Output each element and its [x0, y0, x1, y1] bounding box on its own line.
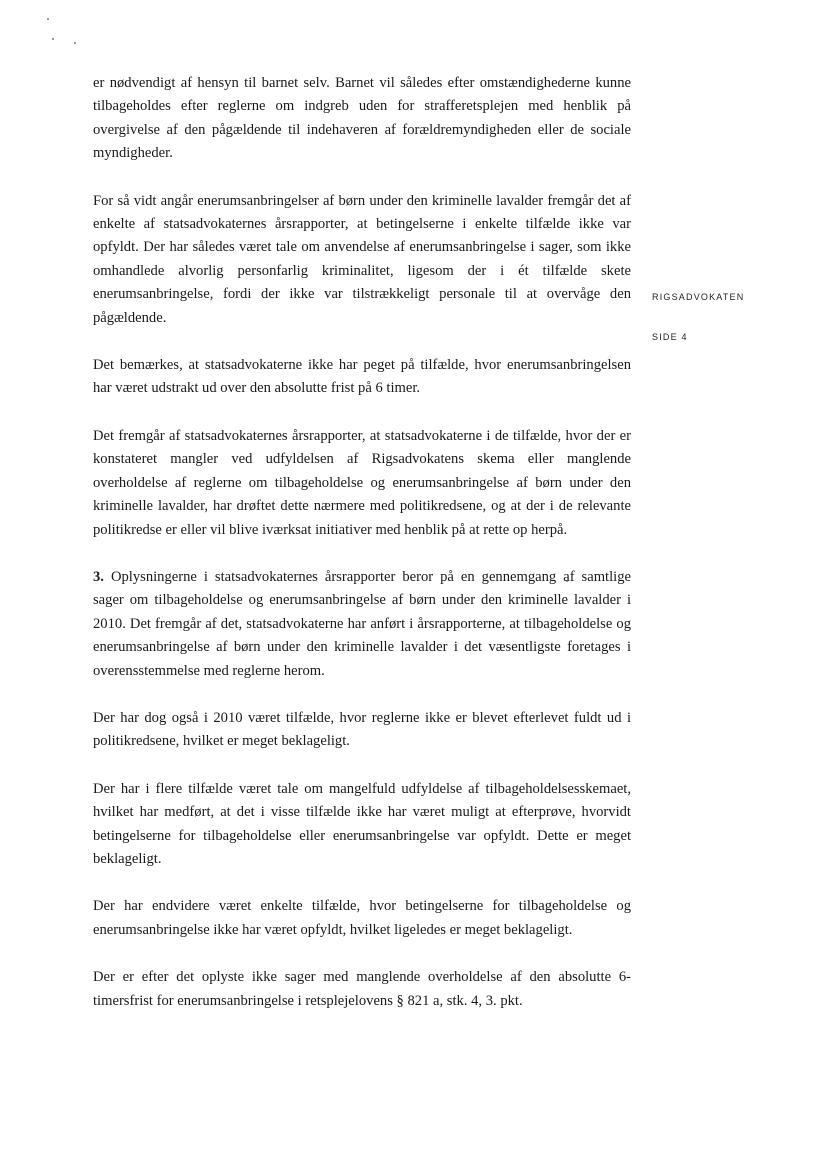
paragraph-text: Der er efter det oplyste ikke sager med manglende overholdelse af den absolutte 6-timersfrist for enerumsanbringelse i retsplejelovens § 821 a, stk. 4, 3. pkt.: [93, 969, 631, 1009]
paragraph-4: [93, 425, 631, 542]
sidebar-organization: RIGSADVOKATEN: [652, 292, 745, 302]
section-number: 3.: [93, 568, 104, 585]
scan-speck: [74, 42, 76, 44]
paragraph-8: [93, 895, 631, 942]
document-body: [93, 72, 631, 1037]
paragraph-text: Det bemærkes, at statsadvokaterne ikke har peget på tilfælde, hvor enerumsanbringelsen har været udstrakt ud over den absolutte frist på 6 timer.: [93, 357, 631, 397]
paragraph-text: er nødvendigt af hensyn til barnet selv. Barnet vil således efter omstændighederne kunne tilbageholdes efter reglerne om indgreb uden for strafferetsplejen med henblik på overgivelse af den pågældende til indehaveren af forældremyndigheden eller de sociale myndigheder.: [93, 75, 631, 162]
paragraph-text: Det fremgår af statsadvokaternes årsrapporter, at statsadvokaterne i de tilfælde, hvor der er konstateret mangler ved udfyldelsen af Rigsadvokatens skema eller manglende overholdelse af reglerne om tilbageholdelse og enerumsanbringelse af børn under den kriminelle lavalder, har drøftet dette nærmere med politikredsene, og at der i de relevante politikredse er eller vil blive iværksat initiativer med henblik på at rette op herpå.: [93, 427, 631, 538]
paragraph-1: [93, 72, 631, 166]
paragraph-5: [93, 566, 631, 683]
scan-speck: [47, 18, 49, 20]
paragraph-9: [93, 966, 631, 1013]
paragraph-text: For så vidt angår enerumsanbringelser af børn under den kriminelle lavalder fremgår det af enkelte af statsadvokaternes årsrapporter, at betingelserne i enkelte tilfælde ikke var opfyldt. Der har således været tale om anvendelse af enerumsanbringelse i sager, som ikke omhandlede alvorlig personfarlig kriminalitet, ligesom der i ét tilfælde skete enerumsanbringelse, fordi der ikke var tilstrækkeligt personale til at overvåge den pågældende.: [93, 192, 631, 326]
paragraph-6: [93, 707, 631, 754]
paragraph-text: Der har dog også i 2010 været tilfælde, hvor reglerne ikke er blevet efterlevet fuldt ud i politikredsene, hvilket er meget beklageligt.: [93, 709, 631, 750]
sidebar-page-number: SIDE 4: [652, 332, 688, 342]
paragraph-2: [93, 190, 631, 330]
paragraph-7: [93, 778, 631, 872]
paragraph-text: Der har i flere tilfælde været tale om mangelfuld udfyldelse af tilbageholdelsesskemaet, hvilket har medført, at det i visse tilfælde ikke har været muligt at efterprøve, hvorvidt betingelserne for tilbageholdelse eller enerumsanbringelse var opfyldt. Dette er meget beklageligt.: [93, 780, 631, 867]
scan-speck: [52, 38, 54, 40]
paragraph-text: Oplysningerne i statsadvokaternes årsrapporter beror på en gennemgang af samtlige sager om tilbageholdelse og enerumsanbringelse af børn under den kriminelle lavalder i 2010. Det fremgår af det, statsadvokaterne har anført i årsrapporterne, at tilbageholdelse og enerumsanbringelse af børn under den kriminelle lavalder i det væsentligste foretages i overensstemmelse med reglerne herom.: [93, 568, 631, 679]
paragraph-text: Der har endvidere været enkelte tilfælde, hvor betingelserne for tilbageholdelse og enerumsanbringelse ikke har været opfyldt, hvilket ligeledes er meget beklageligt.: [93, 898, 631, 938]
paragraph-3: [93, 354, 631, 401]
